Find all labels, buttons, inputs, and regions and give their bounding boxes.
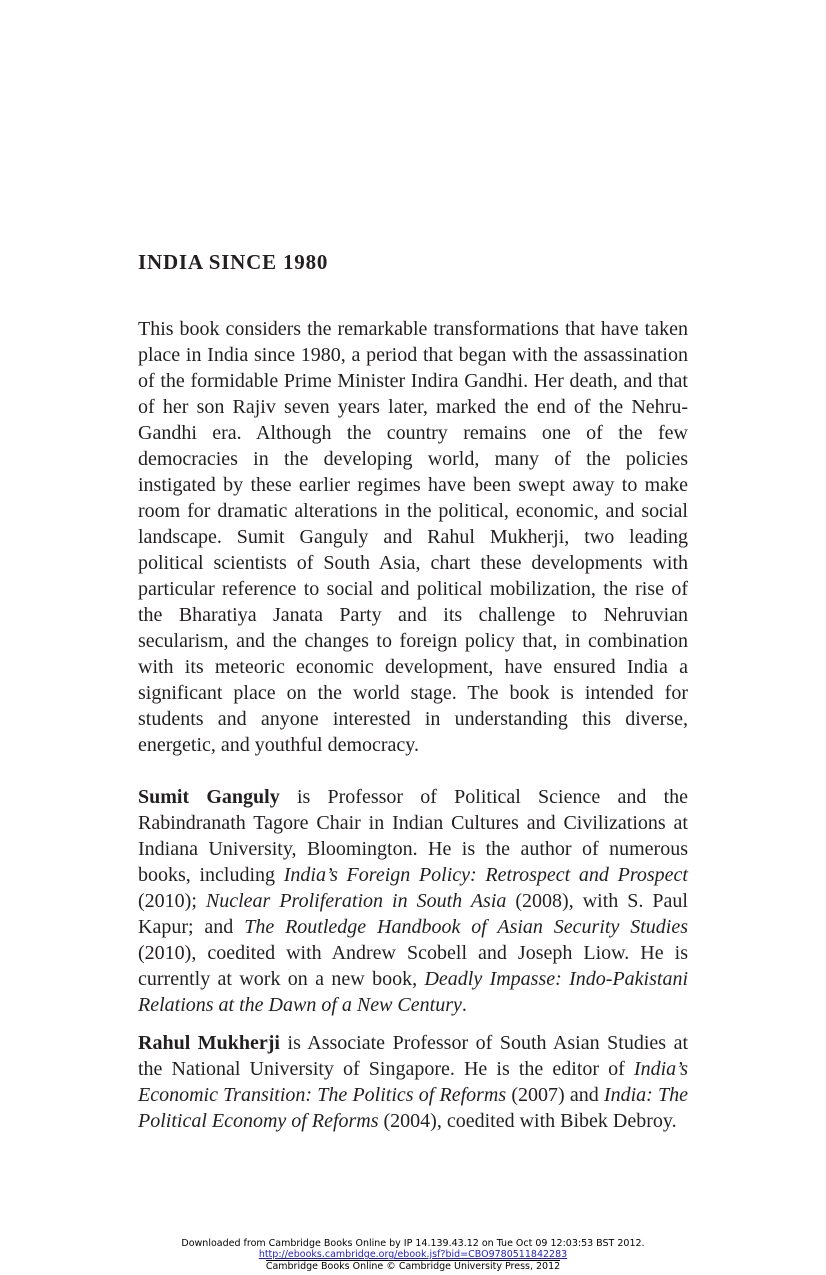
bio-text: (2010), coedited with Andrew Scobell and Joseph Liow. He is currently at work on a new book, [138, 942, 688, 990]
author-name: Rahul Mukherji [138, 1032, 280, 1054]
book-title: India’s Foreign Policy: Retrospect and Prospect [283, 864, 688, 886]
download-footer [0, 1238, 826, 1272]
bio-text: (2008), with S. Paul Kapur; and [138, 890, 688, 938]
book-title: India’s Economic Transition: The Politics of Reforms [138, 1058, 688, 1106]
bio-text: is Associate Professor of South Asian Studies at the National University of Singapore. He is the editor of [138, 1032, 688, 1080]
bio-text: (2010); [138, 890, 206, 912]
author-name: Sumit Ganguly [138, 786, 280, 808]
bio-text: is Professor of Political Science and the Rabindranath Tagore Chair in Indian Cultures and Civilizations at Indiana University, Bloomington. He is the author of numerous books, including [138, 786, 688, 886]
bio-text: (2007) and [506, 1084, 604, 1106]
copyright-notice: Cambridge Books Online © Cambridge University Press, 2012 [265, 1261, 561, 1272]
bio-text: (2004), coedited with Bibek Debroy. [378, 1110, 677, 1132]
page-title: INDIA SINCE 1980 [138, 250, 329, 274]
book-title: Deadly Impasse: Indo-Pakistani Relations at the Dawn of a New Century [138, 968, 689, 1016]
author-bio-ganguly [138, 784, 688, 1018]
download-notice: Downloaded from Cambridge Books Online by IP 14.139.43.12 on Tue Oct 09 12:03:53 BST 2012. [181, 1238, 645, 1249]
book-description: This book considers the remarkable transformations that have taken place in India since 1980, a period that began with the assassination of the formidable Prime Minister Indira Gandhi. Her death, and that of her son Rajiv seven years later, marked the end of the Nehru-Gandhi era. Although the country remains one of the few democracies in the developing world, many of the policies instigated by these earlier regimes have been swept away to make room for dramatic alterations in the political, economic, and social landscape. Sumit Ganguly and Rahul Mukherji, two leading political scientists of South Asia, chart these developments with particular reference to social and political mobilization, the rise of the Bharatiya Janata Party and its challenge to Nehruvian secularism, and the changes to foreign policy that, in combination with its meteoric economic development, have ensured India a significant place on the world stage. The book is intended for students and anyone interested in understanding this diverse, energetic, and youthful democracy. [138, 318, 688, 756]
book-title: India: The Political Economy of Reforms [138, 1084, 688, 1132]
ebook-link[interactable]: http://ebooks.cambridge.org/ebook.jsf?bid=CBO9780511842283 [258, 1249, 568, 1260]
book-title: The Routledge Handbook of Asian Security Studies [244, 916, 688, 938]
book-title: Nuclear Proliferation in South Asia [205, 890, 507, 912]
bio-text: . [461, 994, 467, 1016]
author-bio-mukherji [138, 1030, 688, 1134]
